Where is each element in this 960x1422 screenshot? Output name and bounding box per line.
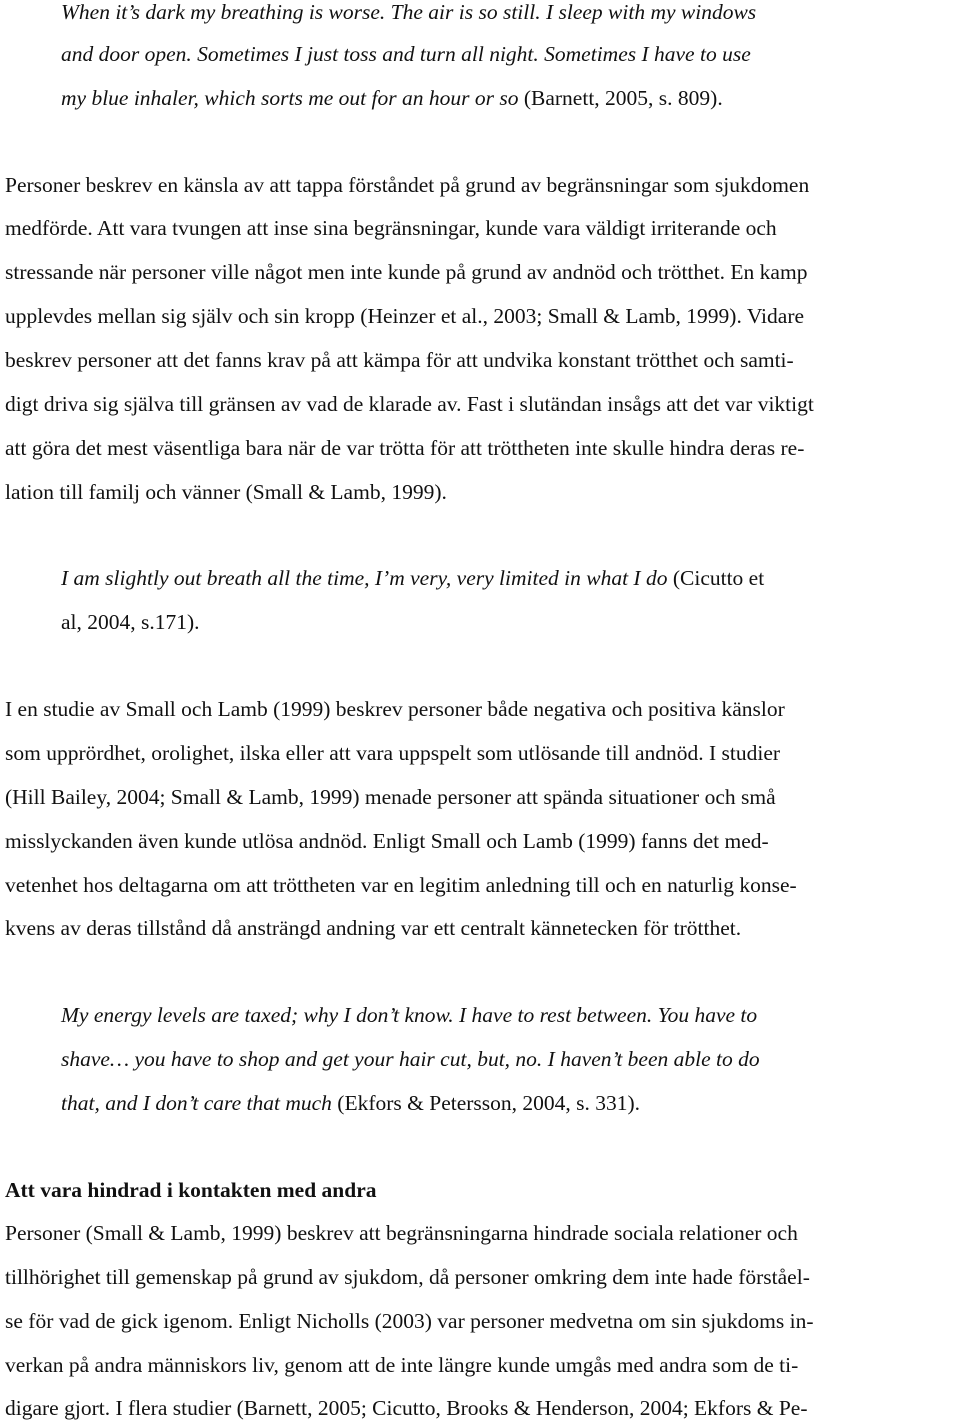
body-line: digare gjort. I flera studier (Barnett, 2005; Cicutto, Brooks & Henderson, 2004; Ekfors & Pe- (5, 1396, 808, 1420)
body-line: misslyckanden även kunde utlösa andnöd. Enligt Small och Lamb (1999) fanns det med- (5, 829, 769, 853)
body-line: upplevdes mellan sig själv och sin kropp (Heinzer et al., 2003; Small & Lamb, 1999). Vidare (5, 304, 805, 328)
section-heading: Att vara hindrad i kontakten med andra (5, 1178, 377, 1202)
body-line: kvens av deras tillstånd då ansträngd andning var ett centralt kännetecken för trötthet. (5, 916, 742, 940)
quote-italic-text: that, and I don’t care that much (61, 1091, 332, 1115)
citation-text: (Barnett, 2005, s. 809). (518, 86, 723, 110)
body-line: Personer beskrev en känsla av att tappa förståndet på grund av begränsningar som sjukdomen (5, 173, 810, 197)
citation-text: (Ekfors & Petersson, 2004, s. 331). (331, 1091, 641, 1115)
body-line: medförde. Att vara tvungen att inse sina begränsningar, kunde vara väldigt irriterande och (5, 216, 777, 240)
quote-line (61, 84, 723, 112)
quote-line (61, 40, 751, 68)
quote-line (61, 1089, 640, 1117)
body-line: I en studie av Small och Lamb (1999) beskrev personer både negativa och positiva känslor (5, 697, 785, 721)
body-line: verkan på andra människors liv, genom att de inte längre kunde umgås med andra som de ti- (5, 1353, 799, 1377)
body-line: digt driva sig själva till gränsen av vad de klarade av. Fast i slutändan insågs att det var viktigt (5, 392, 814, 416)
body-line: vetenhet hos deltagarna om att tröttheten var en legitim anledning till och en naturlig konse- (5, 873, 797, 897)
quote-line (61, 608, 200, 636)
body-line: lation till familj och vänner (Small & Lamb, 1999). (5, 480, 447, 504)
body-line: se för vad de gick igenom. Enligt Nicholls (2003) var personer medvetna om sin sjukdoms in- (5, 1309, 814, 1333)
body-line: tillhörighet till gemenskap på grund av sjukdom, då personer omkring dem inte hade förståel- (5, 1265, 810, 1289)
quote-italic-text: and door open. Sometimes I just toss and turn all night. Sometimes I have to use (61, 42, 751, 66)
body-line: som upprördhet, orolighet, ilska eller att vara uppspelt som utlösande till andnöd. I studier (5, 741, 781, 765)
quote-line (61, 564, 764, 592)
body-line: stressande när personer ville något men inte kunde på grund av andnöd och trötthet. En kamp (5, 260, 808, 284)
quote-line (61, 1001, 757, 1029)
body-line: (Hill Bailey, 2004; Small & Lamb, 1999) menade personer att spända situationer och små (5, 785, 776, 809)
citation-text: al, 2004, s.171). (61, 610, 200, 634)
quote-italic-text: My energy levels are taxed; why I don’t know. I have to rest between. You have to (61, 1003, 758, 1027)
quote-italic-text: my blue inhaler, which sorts me out for an hour or so (61, 86, 519, 110)
quote-italic-text: I am slightly out breath all the time, I’m very, very limited in what I do (61, 566, 668, 590)
quote-italic-text: shave… you have to shop and get your hair cut, but, no. I haven’t been able to do (61, 1047, 760, 1071)
body-line: Personer (Small & Lamb, 1999) beskrev att begränsningarna hindrade sociala relationer och (5, 1221, 798, 1245)
quote-italic-text: When it’s dark my breathing is worse. The air is so still. I sleep with my windows (61, 0, 757, 24)
body-line: att göra det mest väsentliga bara när de var trötta för att tröttheten inte skulle hindra deras re- (5, 436, 805, 460)
quote-line (61, 1045, 760, 1073)
quote-line (61, 0, 756, 26)
body-line: beskrev personer att det fanns krav på att kämpa för att undvika konstant trötthet och samti- (5, 348, 794, 372)
citation-text: (Cicutto et (667, 566, 765, 590)
